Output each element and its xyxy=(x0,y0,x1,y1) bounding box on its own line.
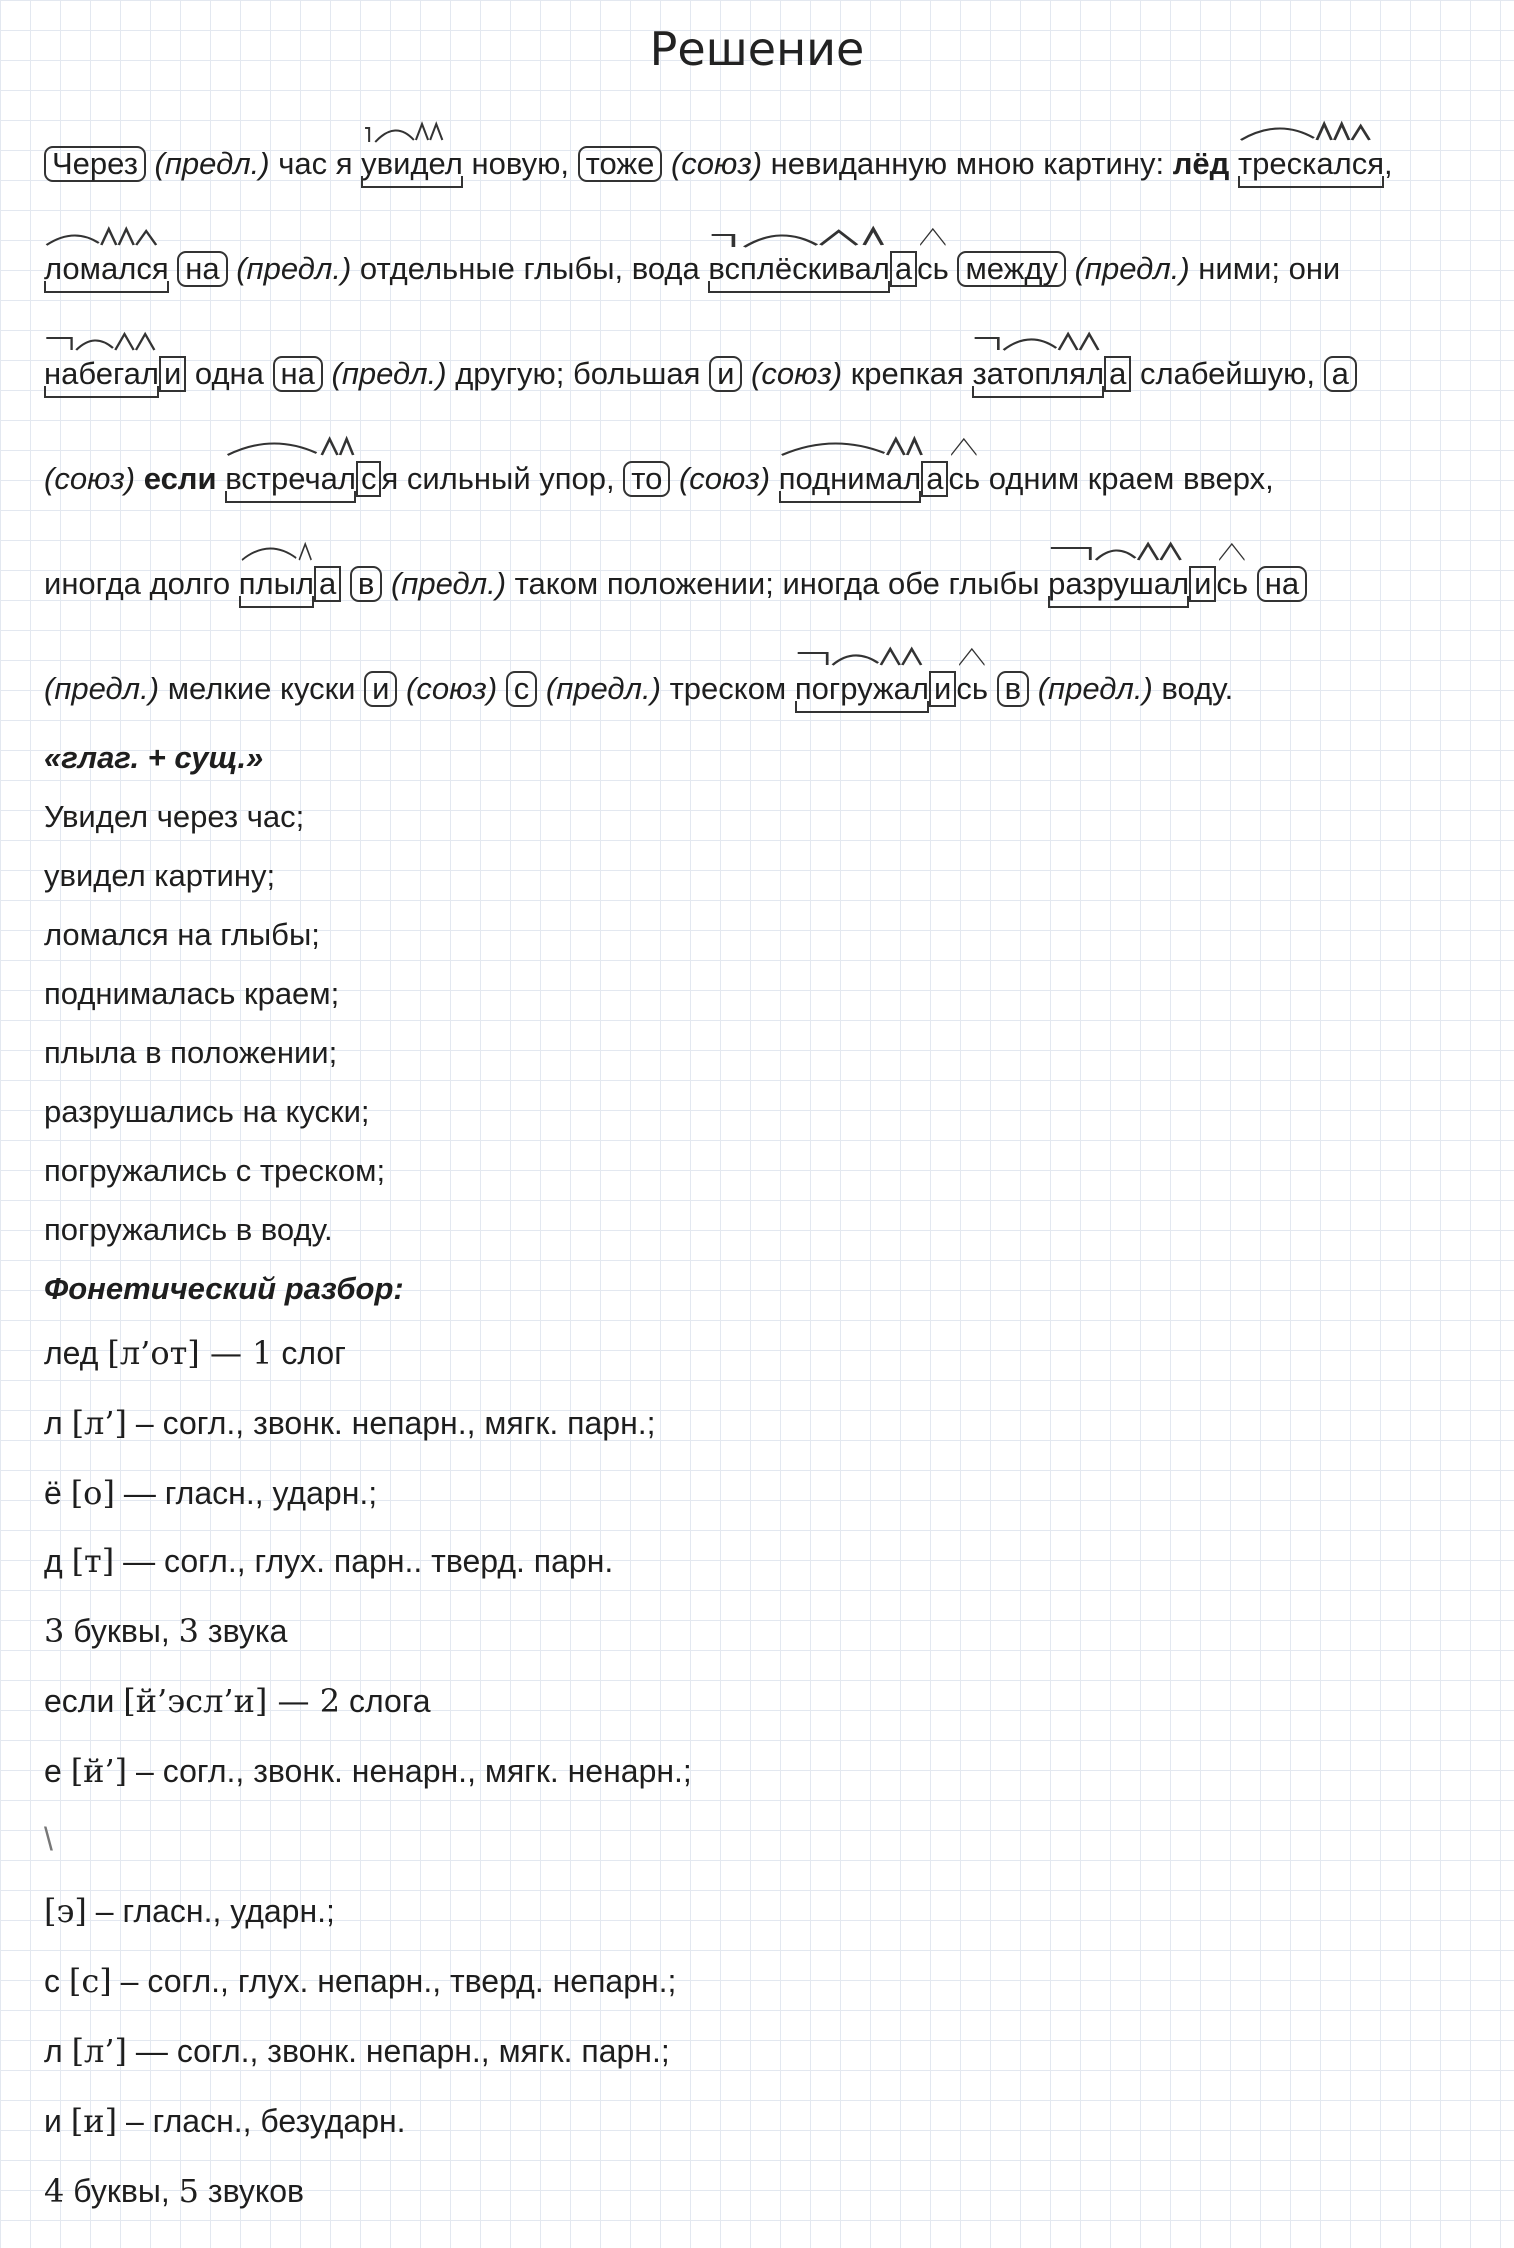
predicate-underline xyxy=(779,491,922,503)
predicate-underline xyxy=(795,701,929,713)
pos-label: (предл.) xyxy=(545,671,661,706)
postfix-mark xyxy=(948,433,980,463)
pos-label: (предл.) xyxy=(1074,251,1190,286)
postfix: сь xyxy=(1216,564,1248,604)
text-fragment: мелкие куски xyxy=(159,671,365,706)
collocation-item: погружались в воду. xyxy=(44,1212,333,1247)
phonetic-line: ё [о] — гласн., ударн.; xyxy=(44,1474,378,1512)
text-fragment: сильный упор, xyxy=(398,461,624,496)
text-fragment: другую; большая xyxy=(446,356,710,391)
text-fragment: отдельные глыбы, вода xyxy=(351,251,709,286)
pos-label: (предл.) xyxy=(390,566,507,601)
transcription: [и] xyxy=(70,2102,118,2140)
transcription: [л’] xyxy=(71,2032,128,2070)
ending-box: а xyxy=(314,566,341,602)
morpheme-marks xyxy=(708,223,890,253)
predicate-underline xyxy=(708,281,890,293)
morpheme-marks xyxy=(1238,118,1384,148)
phonetic-line: если [й’эсл’и] — 2 слога xyxy=(44,1682,431,1720)
transcription: [т] xyxy=(71,1542,115,1580)
preposition-box: Через xyxy=(44,146,146,182)
text-fragment: треском xyxy=(660,671,795,706)
collocation-item: поднималась краем; xyxy=(44,976,340,1011)
pos-label: (союз) xyxy=(678,461,771,496)
predicate-word: набегал xyxy=(44,354,159,394)
predicate-underline xyxy=(1048,596,1189,608)
postfix: я xyxy=(381,461,399,496)
predicate-underline xyxy=(239,596,314,608)
pos-label: (предл.) xyxy=(1037,671,1153,706)
pos-label: (предл.) xyxy=(154,146,270,181)
text-fragment: ними; они xyxy=(1189,251,1341,286)
predicate-underline xyxy=(225,491,356,503)
phonetic-line: 4 буквы, 5 звуков xyxy=(44,2172,305,2210)
predicate-underline xyxy=(44,386,159,398)
pos-label: (союз) xyxy=(670,146,763,181)
transcription: [о] xyxy=(70,1474,115,1512)
collocation-item: разрушались на куски; xyxy=(44,1094,370,1129)
morpheme-marks xyxy=(1048,538,1189,568)
transcription: [э] xyxy=(44,1892,87,1930)
text-fragment: иногда долго xyxy=(44,566,239,601)
text-fragment: час я xyxy=(269,146,362,181)
predicate-word: всплёскивал xyxy=(708,249,890,289)
ending-box: и xyxy=(929,671,956,707)
morpheme-marks xyxy=(44,328,159,358)
text-fragment: новую, xyxy=(462,146,578,181)
morpheme-marks xyxy=(779,433,922,463)
text-fragment: слабейшую, xyxy=(1131,356,1324,391)
conjunction-bold: если xyxy=(143,461,217,496)
morpheme-marks xyxy=(44,223,169,253)
text-fragment: одним краем вверх, xyxy=(980,461,1274,496)
conjunction-box: то xyxy=(623,461,670,497)
postfix: сь xyxy=(917,249,949,289)
phonetic-line: с [с] – согл., глух. непарн., тверд. непарн.; xyxy=(44,1962,677,2000)
morpheme-marks xyxy=(795,643,929,673)
phonetic-line: д [т] — согл., глух. парн.. тверд. парн. xyxy=(44,1542,614,1580)
sentence-line-2 xyxy=(44,249,1484,289)
predicate-word: поднимал xyxy=(779,459,922,499)
collocation-item: Увидел через час; xyxy=(44,799,305,834)
predicate-word: разрушал xyxy=(1048,564,1189,604)
transcription: [й’] xyxy=(70,1752,128,1790)
sentence-line-4 xyxy=(44,459,1484,499)
predicate-underline xyxy=(361,176,463,188)
preposition-box: на xyxy=(1257,566,1307,602)
predicate-word: затоплял xyxy=(972,354,1104,394)
ending-box: а xyxy=(1104,356,1131,392)
collocation-item: плыла в положении; xyxy=(44,1035,338,1070)
morpheme-marks xyxy=(361,118,463,148)
conjunction-box: тоже xyxy=(578,146,663,182)
pos-label: (предл.) xyxy=(331,356,447,391)
phonetic-line: е [й’] – согл., звонк. ненарн., мягк. ненарн.; xyxy=(44,1752,692,1790)
transcription: [й’эсл’и] xyxy=(123,1682,268,1720)
morpheme-marks xyxy=(225,433,356,463)
conjunction-box: а xyxy=(1324,356,1357,392)
predicate-word: увидел xyxy=(361,144,463,184)
postfix-mark xyxy=(1216,538,1248,568)
text-fragment: воду. xyxy=(1152,671,1234,706)
sentence-line-5 xyxy=(44,564,1484,604)
preposition-box: на xyxy=(177,251,227,287)
pos-label: (предл.) xyxy=(44,671,160,706)
phonetic-line: 3 буквы, 3 звука xyxy=(44,1612,288,1650)
phonetic-line: [э] – гласн., ударн.; xyxy=(44,1892,335,1930)
text-fragment: одна xyxy=(186,356,273,391)
pos-label: (предл.) xyxy=(236,251,352,286)
phonetic-line: л [л’] – согл., звонк. непарн., мягк. парн.; xyxy=(44,1404,656,1442)
sentence-line-6 xyxy=(44,669,1484,709)
text-fragment: крепкая xyxy=(842,356,973,391)
predicate-word: погружал xyxy=(795,669,929,709)
subject-word: лёд xyxy=(1172,146,1230,181)
predicate-underline xyxy=(1238,176,1384,188)
sentence-line-1: Через (предл.) час я увидел новую, тоже (союз) невиданную мною картину: лёд трескался , xyxy=(44,144,1484,184)
predicate-word: ломался xyxy=(44,249,169,289)
text-fragment: невиданную мною картину: xyxy=(762,146,1173,181)
predicate-underline xyxy=(972,386,1104,398)
pos-label: (союз) xyxy=(406,671,498,706)
postfix-mark xyxy=(956,643,988,673)
predicate-word: плыл xyxy=(239,564,314,604)
phonetic-heading: Фонетический разбор: xyxy=(44,1271,404,1306)
preposition-box: в xyxy=(350,566,382,602)
ending-box: и xyxy=(159,356,186,392)
pos-label: (союз) xyxy=(751,356,843,391)
predicate-word: трескался xyxy=(1238,144,1384,184)
preposition-box: в xyxy=(997,671,1029,707)
preposition-box: на xyxy=(273,356,323,392)
transcription: [л’] xyxy=(71,1404,128,1442)
preposition-box: с xyxy=(506,671,538,707)
postfix-mark xyxy=(917,223,949,253)
morpheme-marks xyxy=(239,538,314,568)
morpheme-marks xyxy=(972,328,1104,358)
phonetic-line: лед [л’от] — 1 слог xyxy=(44,1334,346,1372)
sentence-line-3 xyxy=(44,354,1484,394)
pos-label: (союз) xyxy=(44,461,136,496)
stray-backslash: \ xyxy=(44,1821,53,1857)
phonetic-line: л [л’] — согл., звонк. непарн., мягк. парн.; xyxy=(44,2032,670,2070)
predicate-underline xyxy=(44,281,169,293)
transcription: [л’от] xyxy=(107,1334,200,1372)
collocation-item: погружались с треском; xyxy=(44,1153,386,1188)
predicate-word: встречал xyxy=(225,459,356,499)
phonetic-line: и [и] – гласн., безударн. xyxy=(44,2102,406,2140)
ending-box: а xyxy=(890,251,917,287)
conjunction-box: и xyxy=(364,671,397,707)
transcription: [с] xyxy=(68,1962,112,2000)
collocation-item: увидел картину; xyxy=(44,858,276,893)
text-fragment: таком положении; иногда обе глыбы xyxy=(506,566,1049,601)
preposition-box: между xyxy=(957,251,1066,287)
collocations-heading: «глаг. + сущ.» xyxy=(44,740,264,775)
postfix: сь xyxy=(956,669,988,709)
conjunction-box: и xyxy=(709,356,742,392)
collocation-item: ломался на глыбы; xyxy=(44,917,320,952)
ending-box: с xyxy=(356,461,382,497)
ending-box: а xyxy=(921,461,948,497)
ending-box: и xyxy=(1189,566,1216,602)
page-title: Решение xyxy=(649,22,865,76)
postfix: сь xyxy=(948,459,980,499)
